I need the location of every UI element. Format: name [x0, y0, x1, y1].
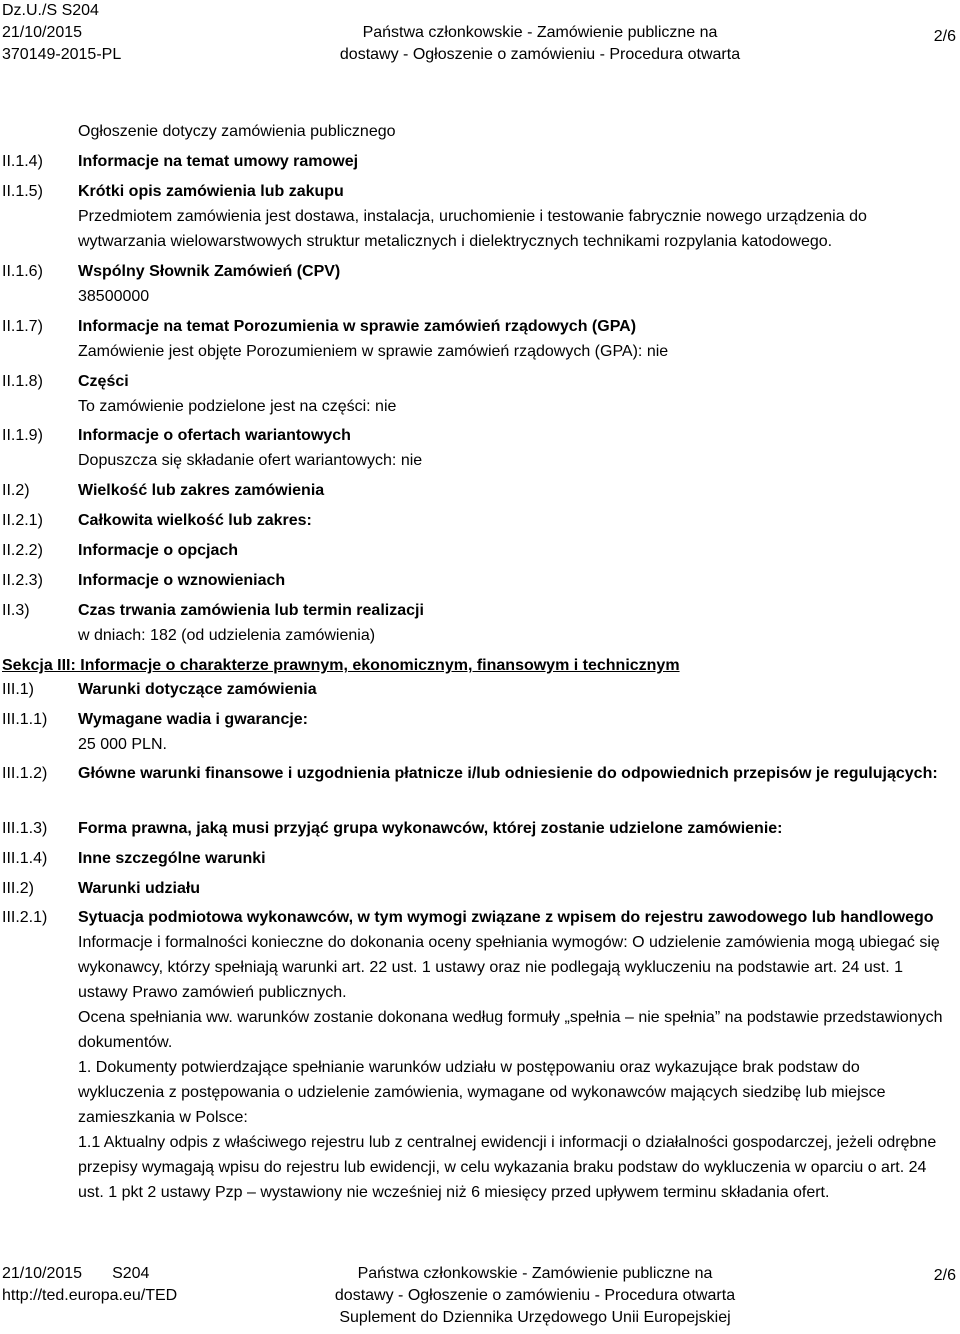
section-number: II.1.8): [2, 373, 43, 390]
footer-title-line1: Państwa członkowskie - Zamówienie publiczne na: [357, 1265, 713, 1282]
section-text: Zamówienie jest objęte Porozumieniem w sprawie zamówień rządowych (GPA): nie: [78, 343, 669, 360]
section-row: [0, 707, 960, 757]
section-row: [0, 876, 960, 901]
section-number: II.3): [2, 602, 30, 619]
paragraph: Ocena spełniania ww. warunków zostanie dokonana według formuły „spełnia – nie spełnia” na podstawie przedstawionych dokumentów.: [78, 1009, 943, 1051]
section-title: Informacje na temat Porozumienia w sprawie zamówień rządowych (GPA): [78, 318, 637, 335]
paragraph: 1. Dokumenty potwierdzające spełnianie warunków udziału w postępowaniu oraz wykazujące brak podstaw do wykluczenia z postępowania o udzielenie zamówienia, wymagane od wykonawców mających siedzibę lub miejsce zamieszkania w Polsce:: [78, 1059, 886, 1126]
section-row: [0, 905, 960, 1205]
section-heading: Sekcja III: Informacje o charakterze prawnym, ekonomicznym, finansowym i technicznym: [2, 657, 680, 674]
section-number: III.1): [2, 681, 35, 698]
header-title-line2: dostawy - Ogłoszenie o zamówieniu - Procedura otwarta: [339, 46, 741, 63]
header-left: [2, 0, 121, 66]
section-title: Czas trwania zamówienia lub termin realizacji: [78, 602, 424, 619]
section-text: To zamówienie podzielone jest na części: nie: [78, 398, 397, 415]
section-title: Inne szczególne warunki: [78, 850, 266, 867]
section-title: Warunki dotyczące zamówienia: [78, 681, 317, 698]
section-title: Informacje o ofertach wariantowych: [78, 427, 351, 444]
section-row: [0, 816, 960, 841]
section-row: [0, 119, 960, 144]
section-title: Ogłoszenie dotyczy zamówienia publicznego: [78, 123, 396, 140]
section-row: [0, 761, 960, 786]
section-title: Krótki opis zamówienia lub zakupu: [78, 183, 344, 200]
paragraph: 1.1 Aktualny odpis z właściwego rejestru lub z centralnej ewidencji i informacji o działalności gospodarczej, jeżeli odrębne przepisy wymagają wpisu do rejestru lub ewidencji, w celu wykazania braku podstaw do wykluczenia w oparciu o art. 24 ust. 1 pkt 2 ustawy Pzp – wystawiony nie wcześniej niż 6 miesięcy przed upływem terminu składania ofert.: [78, 1134, 937, 1201]
section-title: Informacje o opcjach: [78, 542, 239, 559]
section-title: Informacje o wznowieniach: [78, 572, 286, 589]
section-row: [0, 423, 960, 473]
header-date: 21/10/2015: [2, 24, 83, 41]
footer-title-line3: Suplement do Dziennika Urzędowego Unii Europejskiej: [339, 1309, 731, 1326]
notice-ref: 370149-2015-PL: [2, 46, 122, 63]
section-text: 38500000: [78, 288, 150, 305]
footer-title-line2: dostawy - Ogłoszenie o zamówieniu - Procedura otwarta: [334, 1287, 736, 1304]
header-title: [330, 0, 750, 66]
journal-ref: Dz.U./S S204: [2, 2, 99, 19]
header-title-line1: Państwa członkowskie - Zamówienie publiczne na: [362, 24, 718, 41]
section-number: II.2.1): [2, 512, 43, 529]
header-page-number: 2/6: [933, 28, 956, 45]
paragraph: Informacje i formalności konieczne do dokonania oceny spełniania wymogów: O udzielenie zamówienia mogą ubiegać się wykonawcy, którzy spełniają warunki art. 22 ust. 1 ustawy oraz nie podlegają wykluczeniu na podstawie art. 24 ust. 1 ustawy Prawo zamówień publicznych.: [78, 934, 940, 1001]
section-number: II.2): [2, 482, 30, 499]
section-number: II.2.2): [2, 542, 43, 559]
section-title: Wymagane wadia i gwarancje:: [78, 711, 309, 728]
section-row: [0, 538, 960, 563]
section-number: III.1.4): [2, 850, 48, 867]
section-number: III.1.3): [2, 820, 48, 837]
section-row: [0, 568, 960, 593]
page-header: [0, 0, 960, 70]
section-number: II.2.3): [2, 572, 43, 589]
section-text: 25 000 PLN.: [78, 736, 167, 753]
page-footer: [0, 1263, 960, 1334]
section-number: II.1.6): [2, 263, 43, 280]
section-title: Główne warunki finansowe i uzgodnienia płatnicze i/lub odniesienie do odpowiednich przepisów je regulujących:: [78, 765, 938, 782]
section-text: Dopuszcza się składanie ofert wariantowych: nie: [78, 452, 423, 469]
section-title: Sytuacja podmiotowa wykonawców, w tym wymogi związane z wpisem do rejestru zawodowego lub handlowego: [78, 909, 934, 926]
footer-url: http://ted.europa.eu/TED: [2, 1287, 178, 1304]
section-number: II.1.9): [2, 427, 43, 444]
section-text: w dniach: 182 (od udzielenia zamówienia): [78, 627, 376, 644]
section-row: [0, 314, 960, 364]
section-row: [0, 598, 960, 648]
footer-title: [300, 1263, 770, 1329]
section-number: II.1.5): [2, 183, 43, 200]
section-number: III.2): [2, 880, 35, 897]
footer-code: S204: [112, 1265, 150, 1282]
section-row: [0, 478, 960, 503]
section-title: Informacje na temat umowy ramowej: [78, 153, 359, 170]
section-title: Całkowita wielkość lub zakres:: [78, 512, 312, 529]
section-title: Forma prawna, jaką musi przyjąć grupa wykonawców, której zostanie udzielone zamówienie:: [78, 820, 783, 837]
section-row: [0, 508, 960, 533]
footer-left: [2, 1263, 177, 1307]
section-number: II.1.4): [2, 153, 43, 170]
footer-page-number: 2/6: [933, 1267, 956, 1284]
section-row: [0, 846, 960, 871]
section-row: [0, 677, 960, 702]
section-row: [0, 149, 960, 174]
section-row: [0, 369, 960, 419]
section-title: Wielkość lub zakres zamówienia: [78, 482, 325, 499]
section-number: II.1.7): [2, 318, 43, 335]
section-title: Wspólny Słownik Zamówień (CPV): [78, 263, 341, 280]
section-number: III.2.1): [2, 909, 48, 926]
section-row: [0, 259, 960, 309]
section-row: [0, 179, 960, 254]
section-number: III.1.1): [2, 711, 48, 728]
section-title: Warunki udziału: [78, 880, 201, 897]
section-number: III.1.2): [2, 765, 48, 782]
section-title: Części: [78, 373, 129, 390]
footer-date: 21/10/2015: [2, 1265, 83, 1282]
section-text: Przedmiotem zamówienia jest dostawa, instalacja, uruchomienie i testowanie fabrycznie nowego urządzenia do wytwarzania wielowarstwowych struktur metalicznych i dielektrycznych technikami rozpylania katodowego.: [78, 208, 867, 250]
